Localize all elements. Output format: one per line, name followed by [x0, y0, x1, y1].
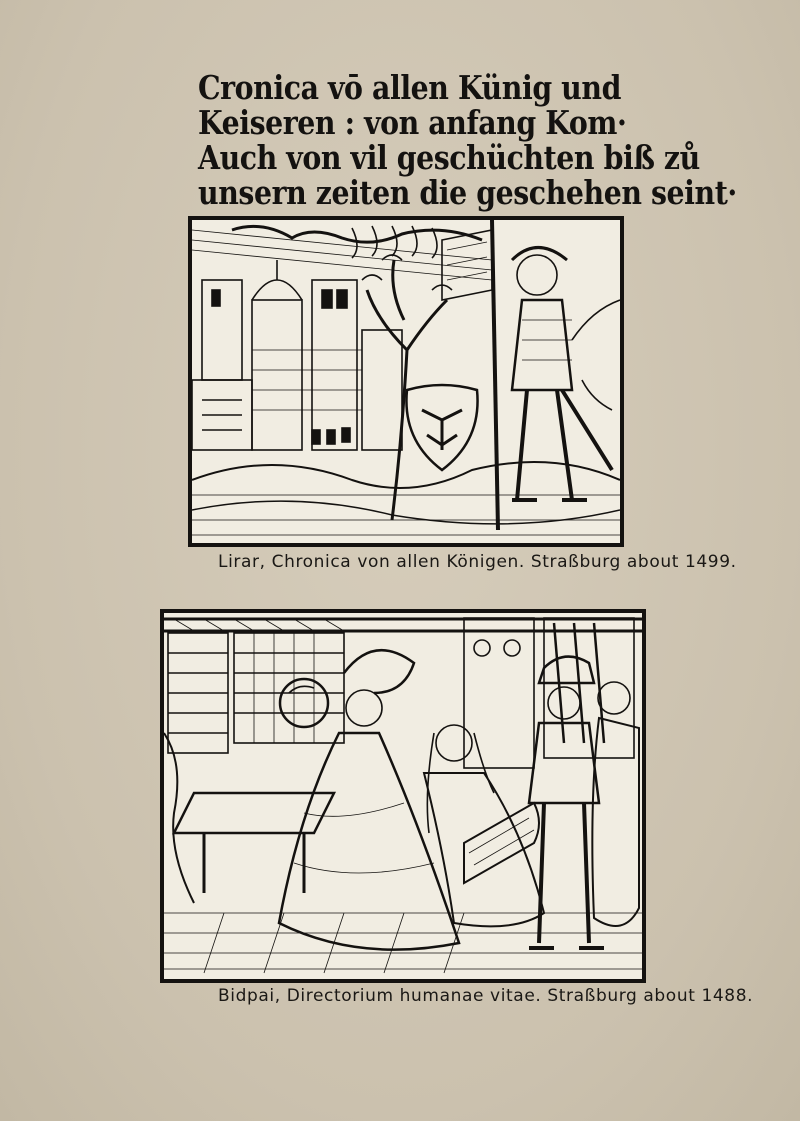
- woodcut-directorium-illustration: [164, 613, 642, 979]
- woodcut-directorium: [160, 609, 646, 983]
- caption-directorium: Bidpai, Directorium humanae vitae. Straßburg about 1488.: [218, 986, 754, 1006]
- woodcut-chronica: [188, 216, 624, 547]
- caption-chronica: Lirar, Chronica von allen Königen. Straßburg about 1499.: [218, 552, 737, 572]
- title-line-2: Keiseren : von anfang Kom·: [198, 103, 627, 142]
- woodcut-chronica-illustration: [192, 220, 620, 543]
- title-line-1: Cronica vō allen Künig und: [198, 68, 622, 107]
- title-line-3: Auch von vil geschüchten biß zů: [198, 138, 700, 177]
- blackletter-title: [198, 68, 737, 212]
- title-line-4: unsern zeiten die geschehen seint·: [198, 173, 737, 212]
